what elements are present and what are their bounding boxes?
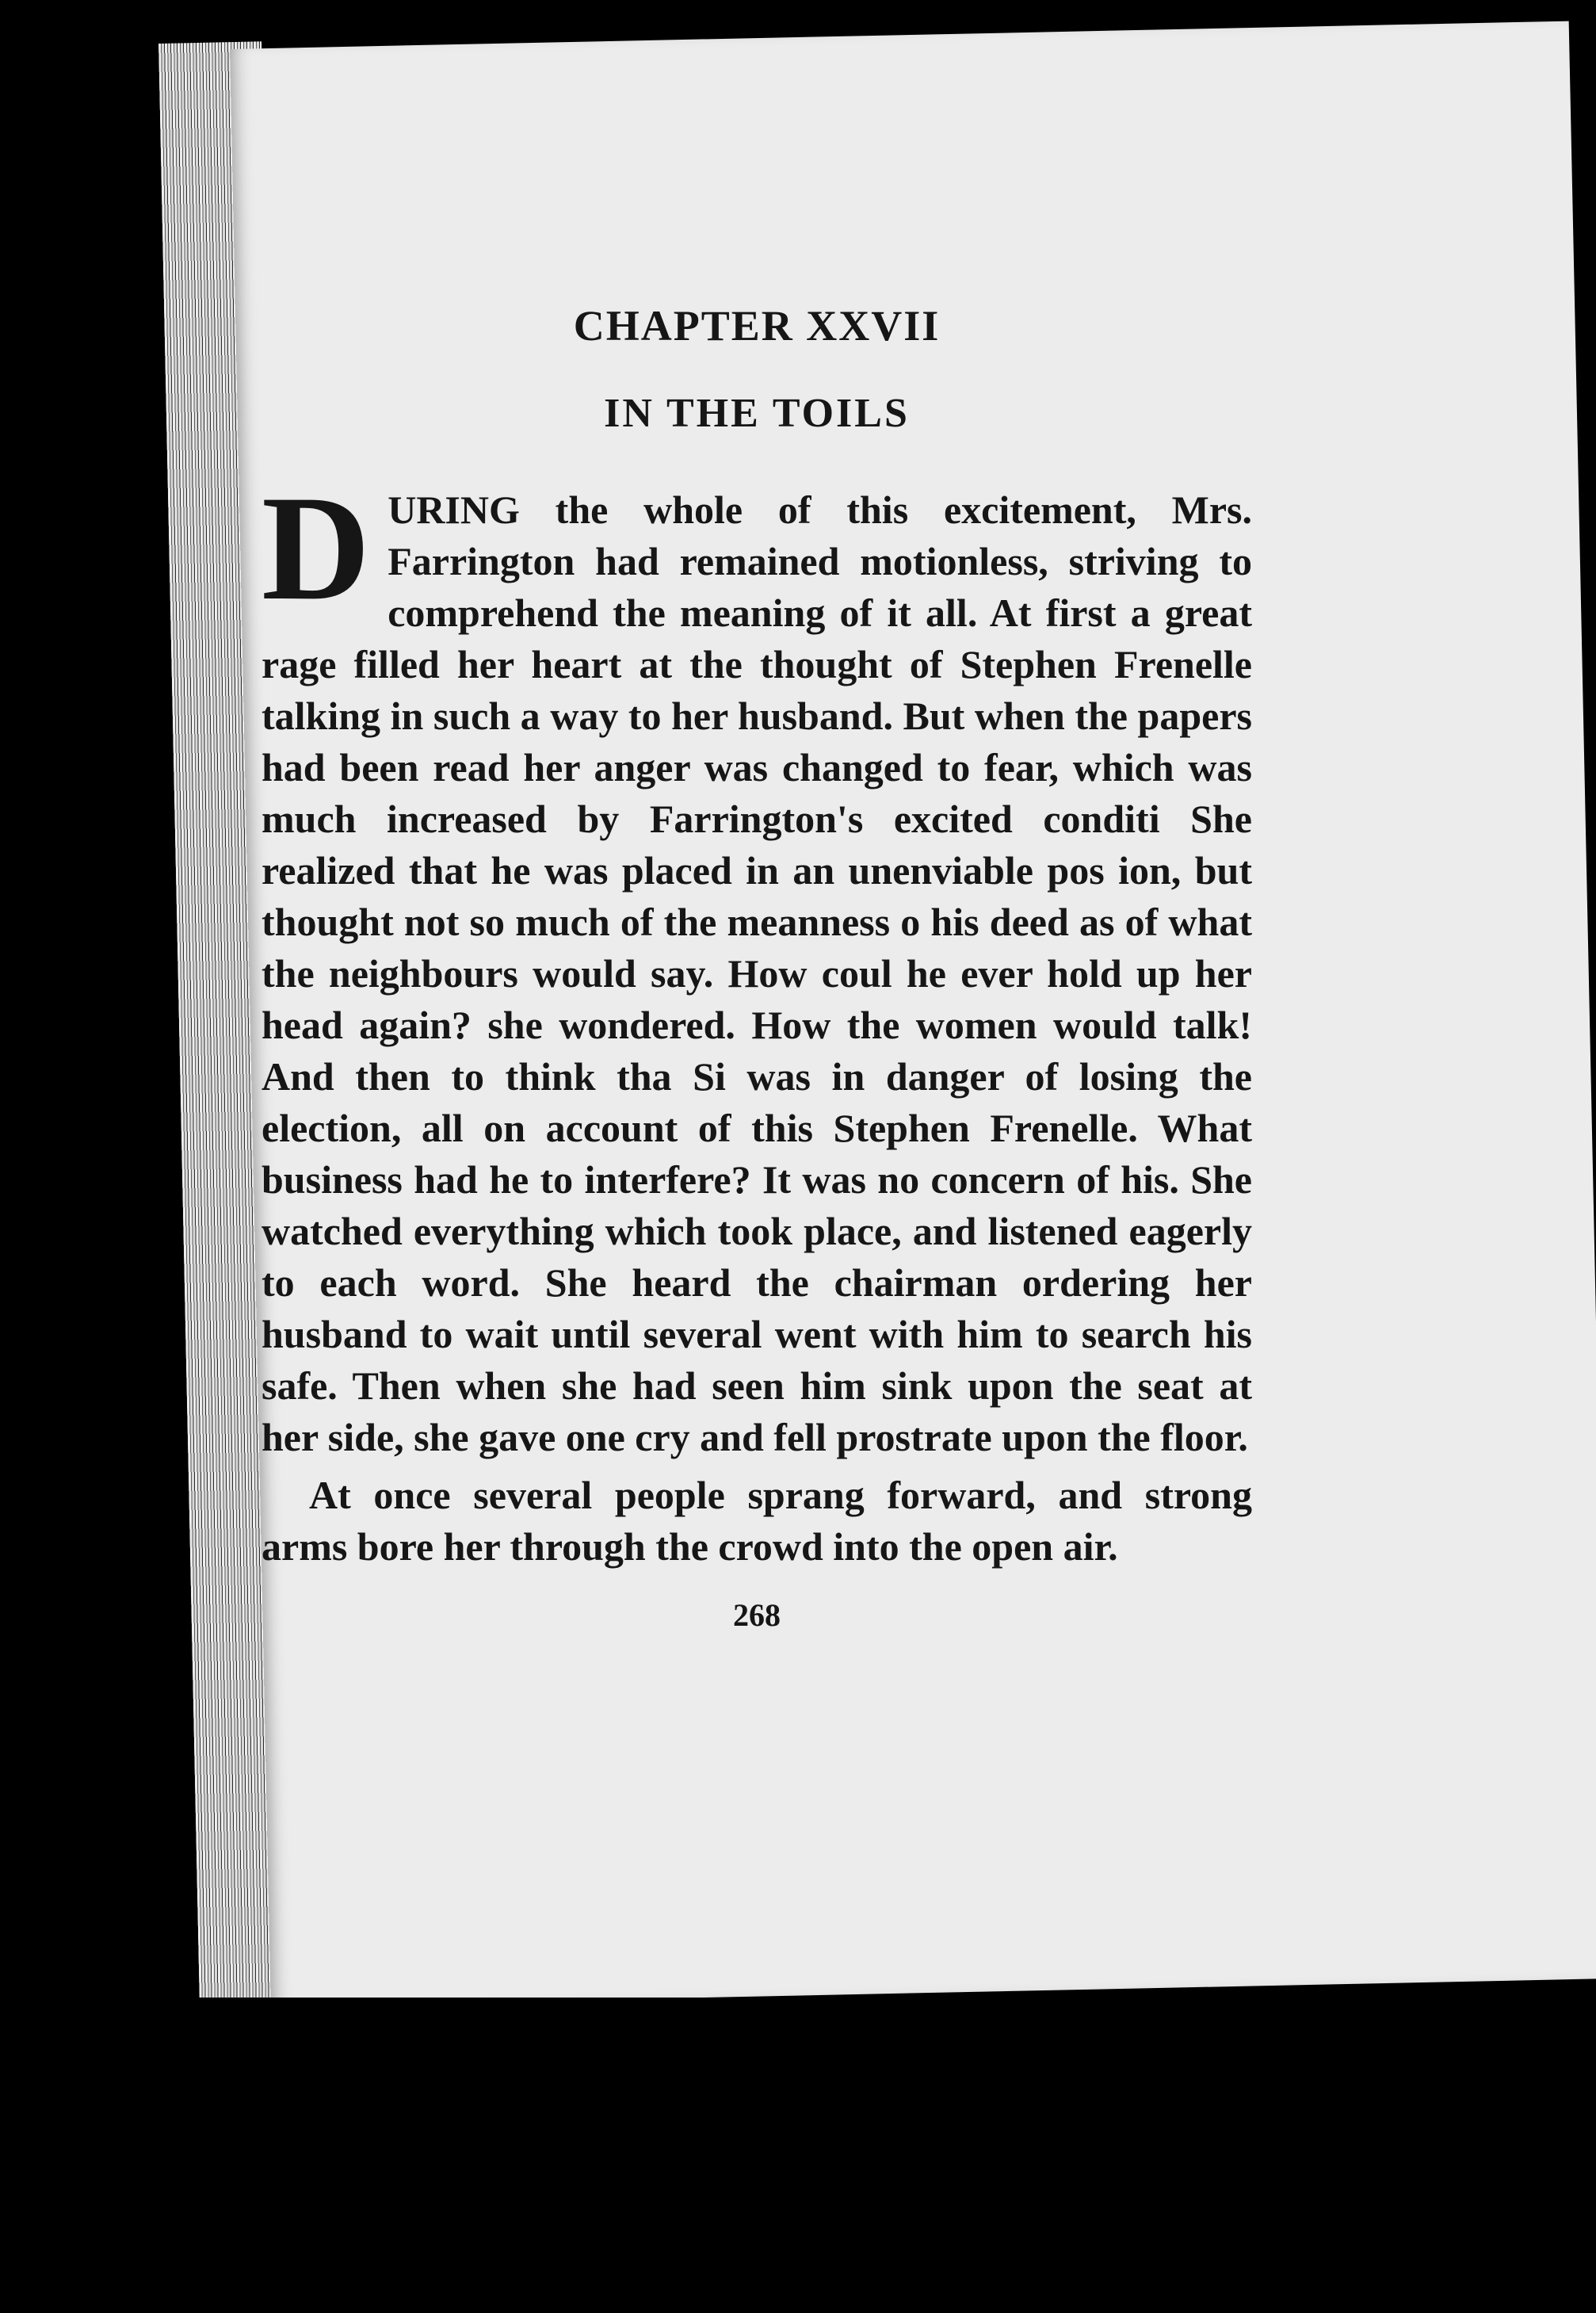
chapter-number: CHAPTER XXVII	[573, 302, 941, 350]
page-text-block	[262, 301, 1252, 1634]
drop-cap: D	[262, 465, 371, 632]
paragraph-1-text: URING the whole of this excitement, Mrs. Farrington had remained motionless, striving to comprehend the meaning of it all. At first a great rage filled her heart at the thought of Stephen Frenelle talking in such a way to her husband. But when the papers had been read her anger was changed to fear, which was much increased by Farrington's excited conditi She realized that he was placed in an unenviable pos ion, but thought not so much of the meanness o his deed as of what the neighbours would say. How coul he ever hold up her head again? she wondered. How the women would talk! And then to think tha Si was in danger of losing the election, all on account of this Stephen Frenelle. What business had he to interfere? It was no concern of his. She watched everything which took place, and listened eagerly to each word. She heard the chairman ordering her husband to wait until several went with him to search his safe. Then when she had seen him sink upon the seat at her side, she gave one cry and fell prostrate upon the floor.	[262, 487, 1252, 1459]
chapter-title: IN THE TOILS	[604, 391, 910, 436]
page-number: 268	[733, 1597, 781, 1633]
bottom-shadow	[0, 1998, 1596, 2313]
paragraph-1	[262, 465, 1252, 1463]
paragraph-2: At once several people sprang forward, and strong arms bore her through the crowd into the open air.	[262, 1473, 1252, 1569]
